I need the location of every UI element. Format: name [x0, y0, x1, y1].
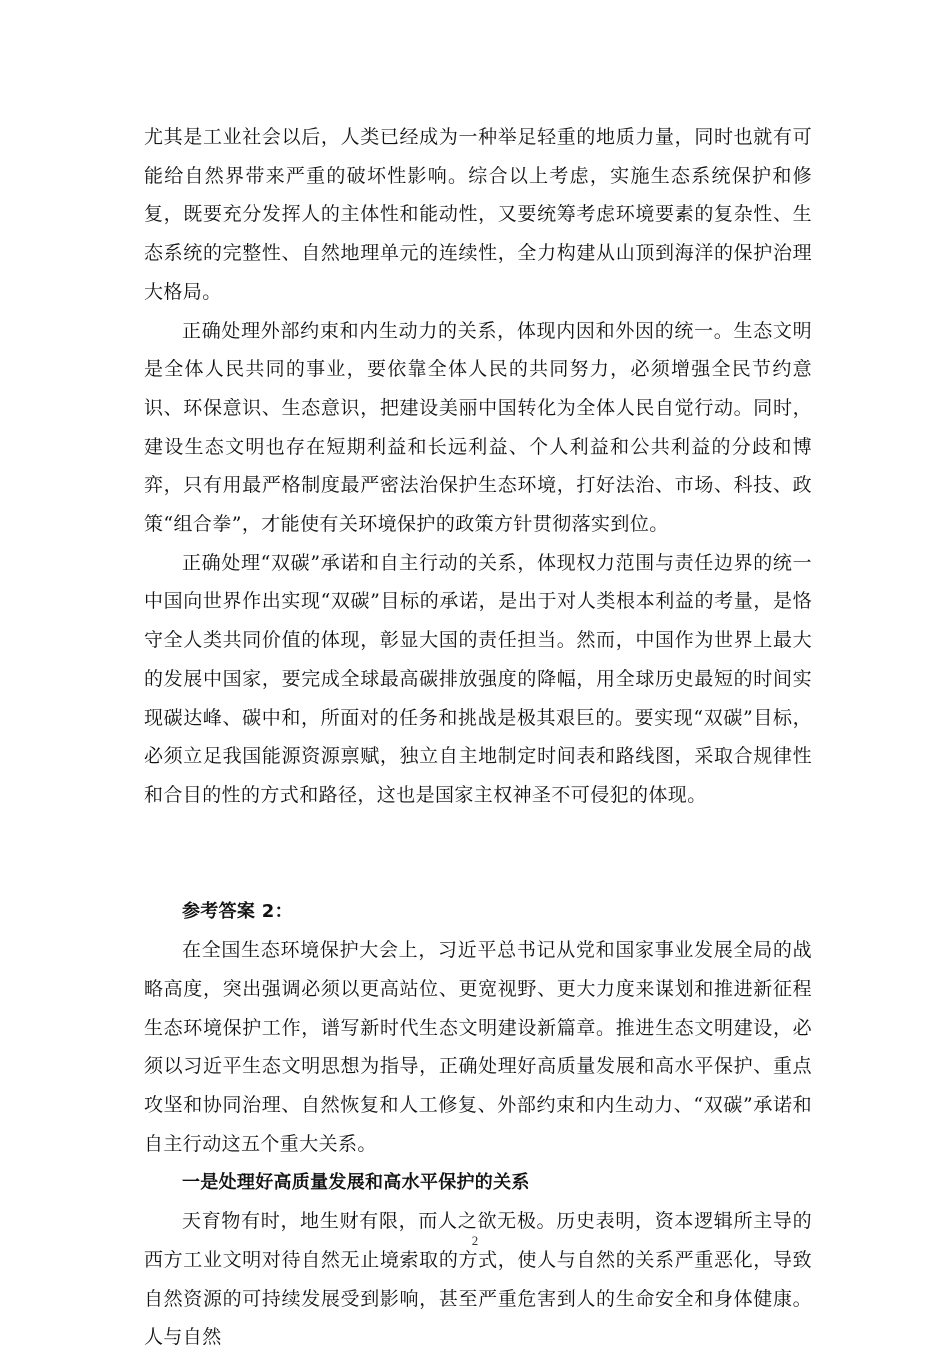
answer-2-label: 参考答案 2： [182, 900, 293, 922]
answer-2-intro: 在全国生态环境保护大会上，习近平总书记从党和国家事业发展全局的战略高度，突出强调必须以更高站位、更宽视野、更大力度来谋划和推进新征程生态环境保护工作，谱写新时代生态文明建设新篇章。推进生态文明建设，必须以习近平生态文明思想为指导，正确处理好高质量发展和高水平保护、重点攻坚和协同治理、自然恢复和人工修复、外部约束和内生动力、“双碳”承诺和自主行动这五个重大关系。 [144, 939, 812, 1155]
page-number: 2 [471, 1233, 479, 1248]
paragraph-continuation: 尤其是工业社会以后，人类已经成为一种举足轻重的地质力量，同时也就有可能给自然界带来严重的破坏性影响。综合以上考虑，实施生态系统保护和修复，既要充分发挥人的主体性和能动性，又要统筹考虑环境要素的复杂性、生态系统的完整性、自然地理单元的连续性，全力构建从山顶到海洋的保护治理大格局。 [144, 126, 812, 303]
section-gap [144, 815, 812, 893]
page-content [144, 118, 812, 1357]
paragraph-external-internal: 正确处理外部约束和内生动力的关系，体现内因和外因的统一。生态文明是全体人民共同的事业，要依靠全体人民的共同努力，必须增强全民节约意识、环保意识、生态意识，把建设美丽中国转化为全体人民自觉行动。同时，建设生态文明也存在短期利益和长远利益、个人利益和公共利益的分歧和博弈，只有用最严格制度最严密法治保护生态环境，打好法治、市场、科技、政策“组合拳”，才能使有关环境保护的政策方针贯彻落实到位。 [144, 319, 812, 536]
section-heading: 一是处理好高质量发展和高水平保护的关系 [182, 1171, 530, 1193]
paragraph-dual-carbon: 正确处理“双碳”承诺和自主行动的关系，体现权力范围与责任边界的统一中国向世界作出实现“双碳”目标的承诺，是出于对人类根本利益的考量，是恪守全人类共同价值的体现，彰显大国的责任担当。然而，中国作为世界上最大的发展中国家，要完成全球最高碳排放强度的降幅，用全球历史最短的时间实现碳达峰、碳中和，所面对的任务和挑战是极其艰巨的。要实现“双碳”目标，必须立足我国能源资源禀赋，独立自主地制定时间表和路线图，采取合规律性和合目的性的方式和路径，这也是国家主权神圣不可侵犯的体现。 [144, 551, 812, 806]
section-body: 天育物有时，地生财有限，而人之欲无极。历史表明，资本逻辑所主导的西方工业文明对待自然无止境索取的方式，使人与自然的关系严重恶化，导致自然资源的可持续发展受到影响，甚至严重危害到人的生命安全和身体健康。人与自然 [144, 1210, 812, 1349]
